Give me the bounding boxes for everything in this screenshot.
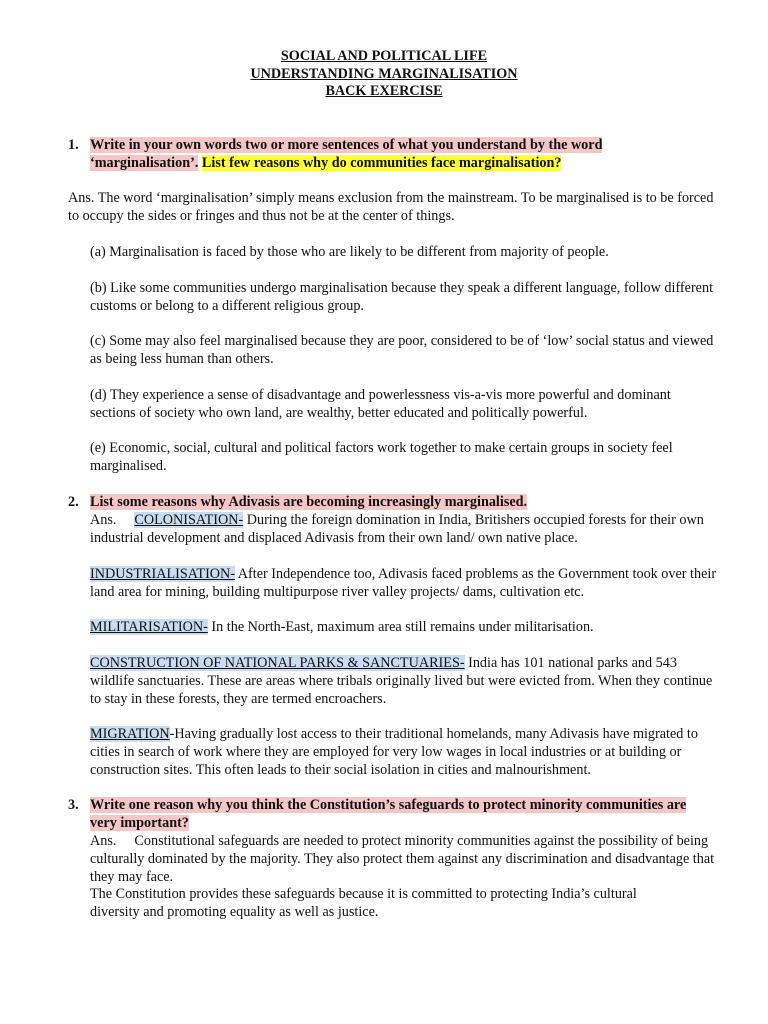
q1-question-highlight: List few reasons why do communities face marginalisation? xyxy=(201,155,562,171)
q3-answer xyxy=(90,832,720,886)
title-line-3: BACK EXERCISE xyxy=(325,83,443,99)
q2-item-national-parks xyxy=(90,654,720,708)
q3-answer-2: The Constitution provides these safeguards because it is committed to protecting India’s cultural diversity and promoting equality as well as justice. xyxy=(90,886,637,920)
q1-point-d: (d) They experience a sense of disadvantage and powerlessness vis-a-vis more powerful and dominant sections of society who own land, are wealthy, better educated and politically powerful. xyxy=(90,387,671,421)
q2-question-text: List some reasons why Adivasis are becoming increasingly marginalised xyxy=(90,494,524,510)
q2-item-migration-text: -Having gradually lost access to their traditional homelands, many Adivasis have migrated to cities in search of work where they are employed for very low wages in local industries or at building or construction sites. This often leads to their social isolation in cities and malnourishment. xyxy=(90,726,698,778)
q3-question xyxy=(90,796,710,832)
q2-item-militarisation xyxy=(90,618,720,636)
term-colonisation: COLONISATION- xyxy=(134,512,244,528)
q1-point-b: (b) Like some communities undergo marginalisation because they speak a different language, follow different customs or belong to a different religious group. xyxy=(90,280,714,314)
q3-question-text: Write one reason why you think the Constitution’s safeguards to protect minority communities are very important? xyxy=(90,797,687,831)
document-title xyxy=(0,48,768,101)
term-national-parks: CONSTRUCTION OF NATIONAL PARKS & SANCTUARIES- xyxy=(90,655,465,671)
q3-ans-label: Ans. xyxy=(90,833,117,849)
q2-item-national-parks-text: India has 101 national parks and 543 wildlife sanctuaries. These are areas where tribals originally lived but were evicted from. When they continue to stay in these forests, they are termed encroachers. xyxy=(90,655,713,707)
q2-item-industrialisation xyxy=(90,565,720,601)
term-industrialisation: INDUSTRIALISATION- xyxy=(90,566,236,582)
title-line-1: SOCIAL AND POLITICAL LIFE xyxy=(280,48,488,64)
q2-item-colonisation-text: During the foreign domination in India, Britishers occupied forests for their own industrial development and displaced Adivasis from their own land/ own native place. xyxy=(90,512,704,546)
q1-number: 1. xyxy=(68,137,79,153)
q1-point-a: (a) Marginalisation is faced by those who are likely to be different from majority of people. xyxy=(90,244,609,260)
q1-question xyxy=(90,136,650,172)
q2-ans-label: Ans. xyxy=(90,512,117,528)
q1-point-e: (e) Economic, social, cultural and political factors work together to make certain groups in society feel marginalised. xyxy=(90,440,673,474)
q1-point-c: (c) Some may also feel marginalised because they are poor, considered to be of ‘low’ social status and viewed as being less human than others. xyxy=(90,333,714,367)
q2-item-militarisation-text: In the North-East, maximum area still remains under militarisation. xyxy=(207,619,594,635)
q1-question-text: Write in your own words two or more sentences of what you understand by the word ‘marginalisation’. xyxy=(90,137,603,171)
title-line-2: UNDERSTANDING MARGINALISATION xyxy=(250,65,518,82)
q1-answer: Ans. The word ‘marginalisation’ simply means exclusion from the mainstream. To be marginalised is to be forced to occupy the sides or fringes and thus not be at the center of things. xyxy=(68,190,714,224)
q2-item-colonisation xyxy=(90,511,720,547)
q3-number: 3. xyxy=(68,797,79,813)
term-militarisation: MILITARISATION- xyxy=(90,619,208,635)
q2-number: 2. xyxy=(68,494,79,510)
q2-question: List some reasons why Adivasis are becoming increasingly marginalised. xyxy=(90,494,528,510)
q3-answer-text-1: Constitutional safeguards are needed to protect minority communities against the possibility of being culturally dominated by the majority. They also protect them against any discrimination and disadvantage that they may face. xyxy=(90,833,715,885)
q2-item-migration xyxy=(90,725,722,779)
term-migration: MIGRATION xyxy=(90,726,170,742)
q2-item-industrialisation-text: After Independence too, Adivasis faced problems as the Government took over their land area for mining, building multipurpose river valley projects/ dams, cultivation etc. xyxy=(90,566,717,600)
